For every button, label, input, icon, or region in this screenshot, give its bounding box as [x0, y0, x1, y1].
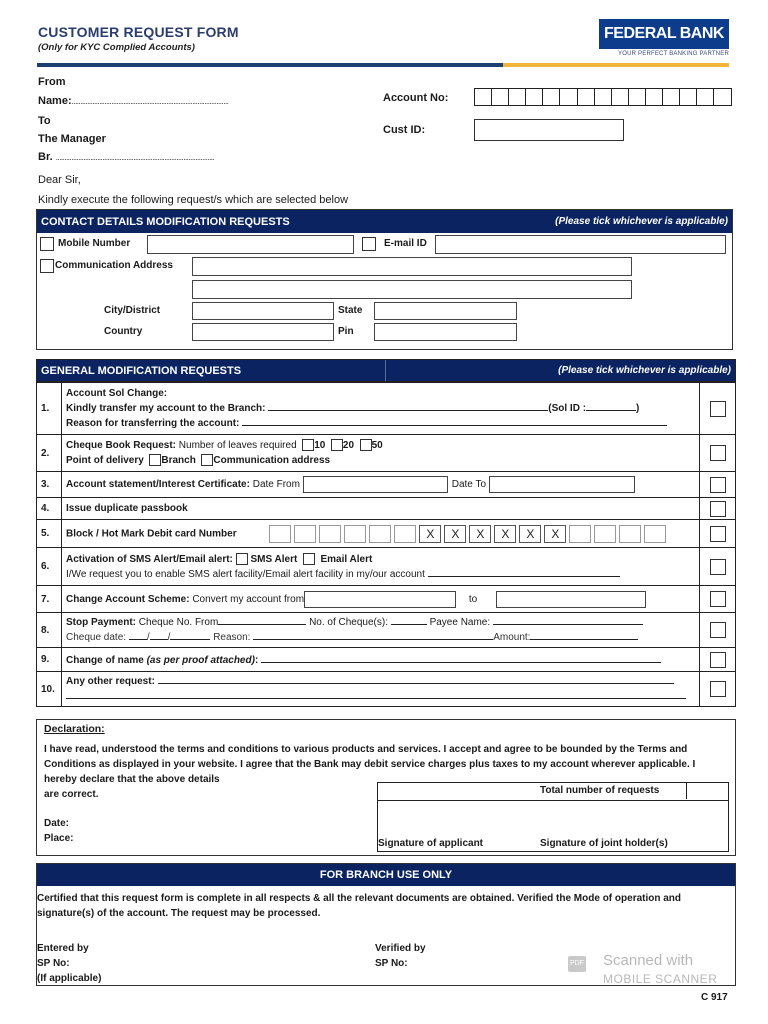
- contact-section-header: [37, 210, 732, 233]
- leaves-20-label: 20: [342, 440, 355, 451]
- scheme-from-input[interactable]: [304, 591, 456, 608]
- leaves-50-label: 50: [371, 440, 383, 451]
- alert-activation-title: Activation of SMS Alert/Email alert:: [66, 553, 233, 565]
- sol-change-title: Account Sol Change:: [66, 387, 168, 399]
- date-from-input[interactable]: [303, 476, 448, 493]
- name-field[interactable]: [38, 95, 228, 107]
- leaves-10-checkbox[interactable]: [302, 439, 314, 451]
- branch-use-title: FOR BRANCH USE ONLY: [319, 869, 453, 881]
- verified-sp-no-label: SP No:: [375, 958, 408, 969]
- transfer-reason-input[interactable]: [242, 416, 667, 426]
- card-digit[interactable]: [344, 525, 366, 543]
- mobile-number-checkbox[interactable]: [40, 237, 54, 251]
- branch-dots: ............................................................................................: [55, 153, 215, 162]
- cheque-book-title: Cheque Book Request:: [66, 440, 177, 451]
- card-digit[interactable]: [294, 525, 316, 543]
- statement-title: Account statement/Interest Certificate:: [66, 479, 250, 491]
- card-digit-masked: X: [494, 525, 516, 543]
- delivery-label: Point of delivery: [66, 455, 144, 466]
- sol-id-input[interactable]: [586, 401, 636, 411]
- sms-alert-checkbox[interactable]: [236, 553, 248, 565]
- mobile-number-input[interactable]: [147, 235, 354, 254]
- cheque-date-year[interactable]: [170, 630, 210, 640]
- declaration-heading: Declaration:: [44, 723, 105, 735]
- cheque-from-label: Cheque No. From: [138, 617, 219, 628]
- declaration-text-end: are correct.: [44, 789, 99, 800]
- form-code: C 917: [701, 992, 728, 1003]
- country-label: Country: [104, 326, 143, 337]
- name-label: Name:: [38, 95, 72, 107]
- bank-logo: FEDERAL BANK: [599, 19, 729, 49]
- account-no-input[interactable]: [474, 88, 732, 106]
- sol-change-checkbox[interactable]: [710, 401, 726, 417]
- other-request-input-line2[interactable]: [66, 689, 686, 699]
- card-digit[interactable]: [369, 525, 391, 543]
- email-alert-label: Email Alert: [320, 553, 373, 565]
- cheque-date-label: Cheque date:: [66, 632, 127, 643]
- general-modification-section: [36, 359, 736, 707]
- row-number: 3.: [37, 472, 62, 498]
- num-cheques-label: No. of Cheque(s):: [309, 617, 388, 628]
- request-row-5: [37, 520, 736, 548]
- email-input[interactable]: [435, 235, 726, 254]
- total-requests-input[interactable]: [686, 783, 728, 799]
- transfer-branch-input[interactable]: [268, 401, 548, 411]
- row-number: 6.: [37, 548, 62, 586]
- verified-by-block: [375, 941, 426, 971]
- card-digit[interactable]: [644, 525, 666, 543]
- alert-activation-checkbox[interactable]: [710, 559, 726, 575]
- verified-by-label: Verified by: [375, 943, 426, 954]
- payee-label: Payee Name:: [429, 617, 491, 628]
- cheque-from-input[interactable]: [218, 615, 306, 625]
- request-row-9: [37, 648, 736, 672]
- greeting: Dear Sir,: [38, 174, 81, 186]
- header-rule-gold: [503, 63, 729, 67]
- state-label: State: [338, 305, 363, 316]
- row-number: 9.: [37, 648, 62, 672]
- entered-by-label: Entered by: [37, 943, 89, 954]
- address-line1-input[interactable]: [192, 257, 632, 276]
- change-name-note: (as per proof attached): [146, 655, 255, 666]
- pin-input[interactable]: [374, 323, 517, 341]
- card-digit-masked: X: [419, 525, 441, 543]
- row-number: 5.: [37, 520, 62, 548]
- total-requests-label: Total number of requests: [540, 785, 660, 796]
- instruction-text: Kindly execute the following request/s which are selected below: [38, 194, 349, 206]
- pin-label: Pin: [338, 326, 354, 337]
- scheme-to-input[interactable]: [496, 591, 646, 608]
- mobile-number-label: Mobile Number: [58, 238, 131, 249]
- to-label: To: [38, 115, 51, 127]
- form-title: CUSTOMER REQUEST FORM: [38, 24, 239, 40]
- signature-box: [377, 782, 729, 852]
- row-number: 7.: [37, 586, 62, 613]
- card-digit[interactable]: [319, 525, 341, 543]
- declaration-section: [36, 719, 736, 856]
- entered-by-block: [37, 941, 101, 986]
- state-input[interactable]: [374, 302, 517, 320]
- bank-tagline: YOUR PERFECT BANKING PARTNER: [618, 51, 729, 57]
- card-digit[interactable]: [394, 525, 416, 543]
- form-subtitle: (Only for KYC Complied Accounts): [38, 42, 195, 53]
- general-section-title: GENERAL MODIFICATION REQUESTS: [41, 364, 242, 377]
- general-requests-table: [36, 382, 736, 707]
- card-digit-masked: X: [519, 525, 541, 543]
- row-number: 10.: [37, 672, 62, 707]
- card-digit-masked: X: [444, 525, 466, 543]
- manager-label: The Manager: [38, 133, 106, 145]
- branch-label: Br.: [38, 151, 53, 163]
- duplicate-passbook-checkbox[interactable]: [710, 501, 726, 517]
- cust-id-label: Cust ID:: [383, 124, 426, 136]
- email-alert-checkbox[interactable]: [303, 553, 315, 565]
- request-row-7: [37, 586, 736, 613]
- branch-field[interactable]: [38, 151, 214, 163]
- alert-account-input[interactable]: [428, 567, 620, 577]
- transfer-branch-label: Kindly transfer my account to the Branch:: [66, 402, 266, 414]
- convert-from-label: Convert my account from: [192, 593, 305, 605]
- header-rule-blue: [37, 63, 503, 67]
- duplicate-passbook-title: Issue duplicate passbook: [66, 503, 188, 514]
- statement-checkbox[interactable]: [710, 477, 726, 493]
- amount-label: Amount:: [493, 632, 531, 643]
- request-row-4: [37, 498, 736, 520]
- other-request-checkbox[interactable]: [710, 681, 726, 697]
- other-request-input-line1[interactable]: [158, 674, 674, 684]
- branch-use-text: Certified that this request form is complete in all respects & all the relevant documents are obtained. Verified the Mode of operation and signature(s) of the account. The request may be processed.: [37, 893, 682, 919]
- email-checkbox[interactable]: [362, 237, 376, 251]
- country-input[interactable]: [192, 323, 334, 341]
- leaves-50-checkbox[interactable]: [360, 439, 372, 451]
- contact-section-title: CONTACT DETAILS MODIFICATION REQUESTS: [41, 215, 290, 228]
- scanner-pdf-icon: PDF: [568, 956, 586, 972]
- watermark-line1: Scanned with: [603, 952, 694, 969]
- entered-sp-no-label: SP No:: [37, 958, 70, 969]
- card-digit[interactable]: [594, 525, 616, 543]
- date-to-input[interactable]: [489, 476, 635, 493]
- card-digit[interactable]: [569, 525, 591, 543]
- sol-id-label: (Sol ID :: [548, 402, 587, 414]
- date-from-label: Date From: [252, 479, 300, 491]
- card-digit-masked: X: [544, 525, 566, 543]
- leaves-10-label: 10: [314, 440, 326, 451]
- scanner-watermark: [603, 952, 717, 988]
- stop-payment-title: Stop Payment:: [66, 617, 137, 628]
- row-number: 4.: [37, 498, 62, 520]
- place-label: Place:: [44, 833, 74, 844]
- reason-label: Reason:: [213, 632, 251, 643]
- total-requests-row: [378, 783, 728, 801]
- row-number: 8.: [37, 613, 62, 648]
- if-applicable-label: (If applicable): [37, 973, 102, 984]
- cust-id-input[interactable]: [474, 119, 624, 141]
- block-card-checkbox[interactable]: [710, 526, 726, 542]
- alert-request-text: I/We request you to enable SMS alert facility/Email alert facility in my/our account: [66, 568, 425, 580]
- change-name-colon: :: [254, 655, 259, 666]
- signature-applicant-label: Signature of applicant: [378, 838, 484, 849]
- change-scheme-title: Change Account Scheme:: [66, 593, 190, 605]
- request-row-6: [37, 548, 736, 586]
- convert-to-label: to: [468, 593, 478, 605]
- row-number: 2.: [37, 435, 62, 472]
- date-label: Date:: [44, 818, 70, 829]
- from-label: From: [38, 76, 66, 88]
- date-to-label: Date To: [451, 479, 487, 491]
- change-name-title: Change of name: [66, 655, 144, 666]
- request-row-2: [37, 435, 736, 472]
- card-digit[interactable]: [269, 525, 291, 543]
- stop-payment-checkbox[interactable]: [710, 622, 726, 638]
- city-input[interactable]: [192, 302, 334, 320]
- general-section-note: (Please tick whichever is applicable): [558, 365, 731, 376]
- sms-alert-label: SMS Alert: [250, 553, 298, 565]
- delivery-address-checkbox[interactable]: [201, 454, 213, 466]
- general-section-header: [36, 359, 736, 382]
- num-cheques-input[interactable]: [391, 615, 427, 625]
- watermark-line2: MOBILE SCANNER: [603, 972, 718, 986]
- leaves-20-checkbox[interactable]: [331, 439, 343, 451]
- email-label: E-mail ID: [384, 238, 427, 249]
- change-name-checkbox[interactable]: [710, 652, 726, 668]
- card-digit-masked: X: [469, 525, 491, 543]
- sol-id-close: ): [636, 402, 640, 414]
- cheque-book-checkbox[interactable]: [710, 445, 726, 461]
- address-line2-input[interactable]: [192, 280, 632, 299]
- request-row-3: [37, 472, 736, 498]
- communication-address-checkbox[interactable]: [40, 259, 54, 273]
- name-dots: ...........................................................................................: [71, 97, 229, 106]
- other-request-title: Any other request:: [66, 676, 155, 687]
- payee-input[interactable]: [493, 615, 643, 625]
- transfer-reason-label: Reason for transferring the account:: [66, 417, 240, 429]
- change-scheme-checkbox[interactable]: [710, 591, 726, 607]
- header-divider: [385, 360, 386, 381]
- debit-card-number-input[interactable]: [269, 525, 669, 543]
- request-row-1: [37, 383, 736, 435]
- amount-input[interactable]: [530, 630, 638, 640]
- change-name-input[interactable]: [261, 653, 661, 663]
- signature-joint-label: Signature of joint holder(s): [540, 838, 668, 849]
- block-card-title: Block / Hot Mark Debit card Number: [66, 528, 237, 540]
- request-row-10: [37, 672, 736, 707]
- reason-input[interactable]: [253, 630, 493, 640]
- communication-address-label: Communication Address: [55, 260, 173, 271]
- row-number: 1.: [37, 383, 62, 435]
- delivery-address-label: Communication address: [213, 455, 331, 466]
- city-label: City/District: [104, 305, 161, 316]
- leaves-label: Number of leaves required: [178, 440, 297, 451]
- declaration-text: I have read, understood the terms and conditions to various products and services. I accept and agree to be bounded by the Terms and Conditions as displayed in your website. I agree that the Bank may debit service charges plus taxes to my account wherever applicable. I hereby declare that the above details: [44, 744, 696, 785]
- branch-use-header: [37, 864, 735, 886]
- contact-section-note: (Please tick whichever is applicable): [555, 216, 728, 227]
- card-digit[interactable]: [619, 525, 641, 543]
- cheque-date-month[interactable]: [150, 630, 168, 640]
- request-row-8: 8. Stop Payment: Cheque No. From No. of Cheque(s): Payee Name: Cheque date: / / Reason: Amount:: [37, 613, 736, 648]
- delivery-branch-checkbox[interactable]: [149, 454, 161, 466]
- cheque-date-day[interactable]: [129, 630, 147, 640]
- delivery-branch-label: Branch: [161, 455, 196, 466]
- account-no-label: Account No:: [383, 92, 449, 104]
